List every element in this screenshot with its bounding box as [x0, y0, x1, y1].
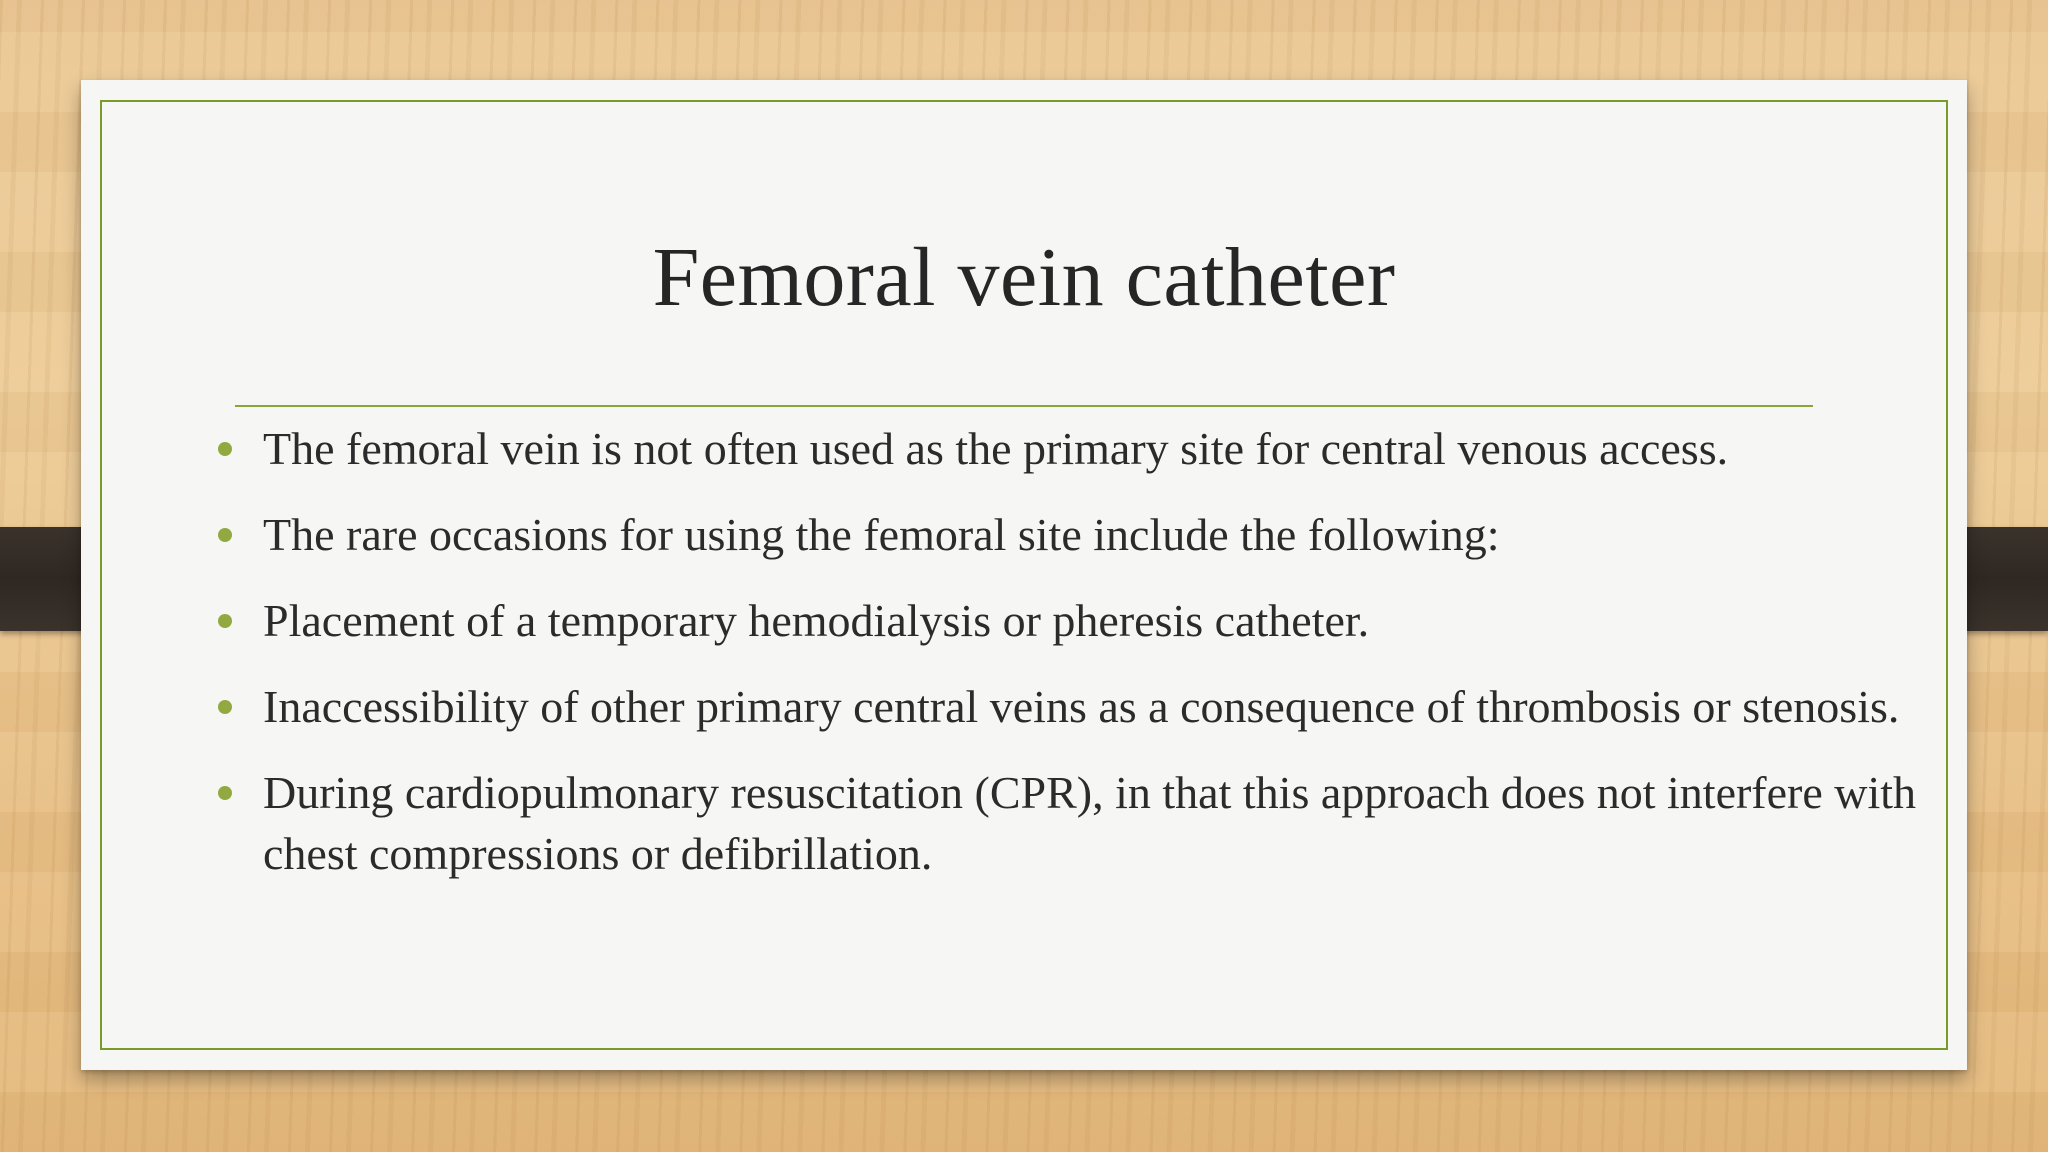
- bullet-dot-icon: [218, 786, 232, 800]
- bullet-item: [215, 504, 1955, 565]
- bullet-dot-icon: [218, 528, 232, 542]
- slide-card: [81, 80, 1967, 1070]
- bullet-dot-icon: [218, 442, 232, 456]
- title-divider: [235, 405, 1813, 407]
- slide-title: Femoral vein catheter: [652, 231, 1396, 324]
- bullet-dot-icon: [218, 614, 232, 628]
- bullet-item: [215, 418, 1955, 479]
- bullet-text: During cardiopulmonary resuscitation (CPR), in that this approach does not interfere with chest compressions or defibrillation.: [263, 767, 1917, 879]
- bullet-text: Placement of a temporary hemodialysis or pheresis catheter.: [263, 595, 1370, 646]
- bullet-text: Inaccessibility of other primary central veins as a consequence of thrombosis or stenosis.: [263, 681, 1900, 732]
- bullet-dot-icon: [218, 700, 232, 714]
- bullet-text: The rare occasions for using the femoral site include the following:: [263, 509, 1500, 560]
- bullet-item: [215, 762, 1955, 884]
- bullet-text: The femoral vein is not often used as the primary site for central venous access.: [263, 423, 1729, 474]
- bullet-item: [215, 590, 1955, 651]
- bullet-item: [215, 676, 1955, 737]
- bullet-list: [215, 418, 1955, 909]
